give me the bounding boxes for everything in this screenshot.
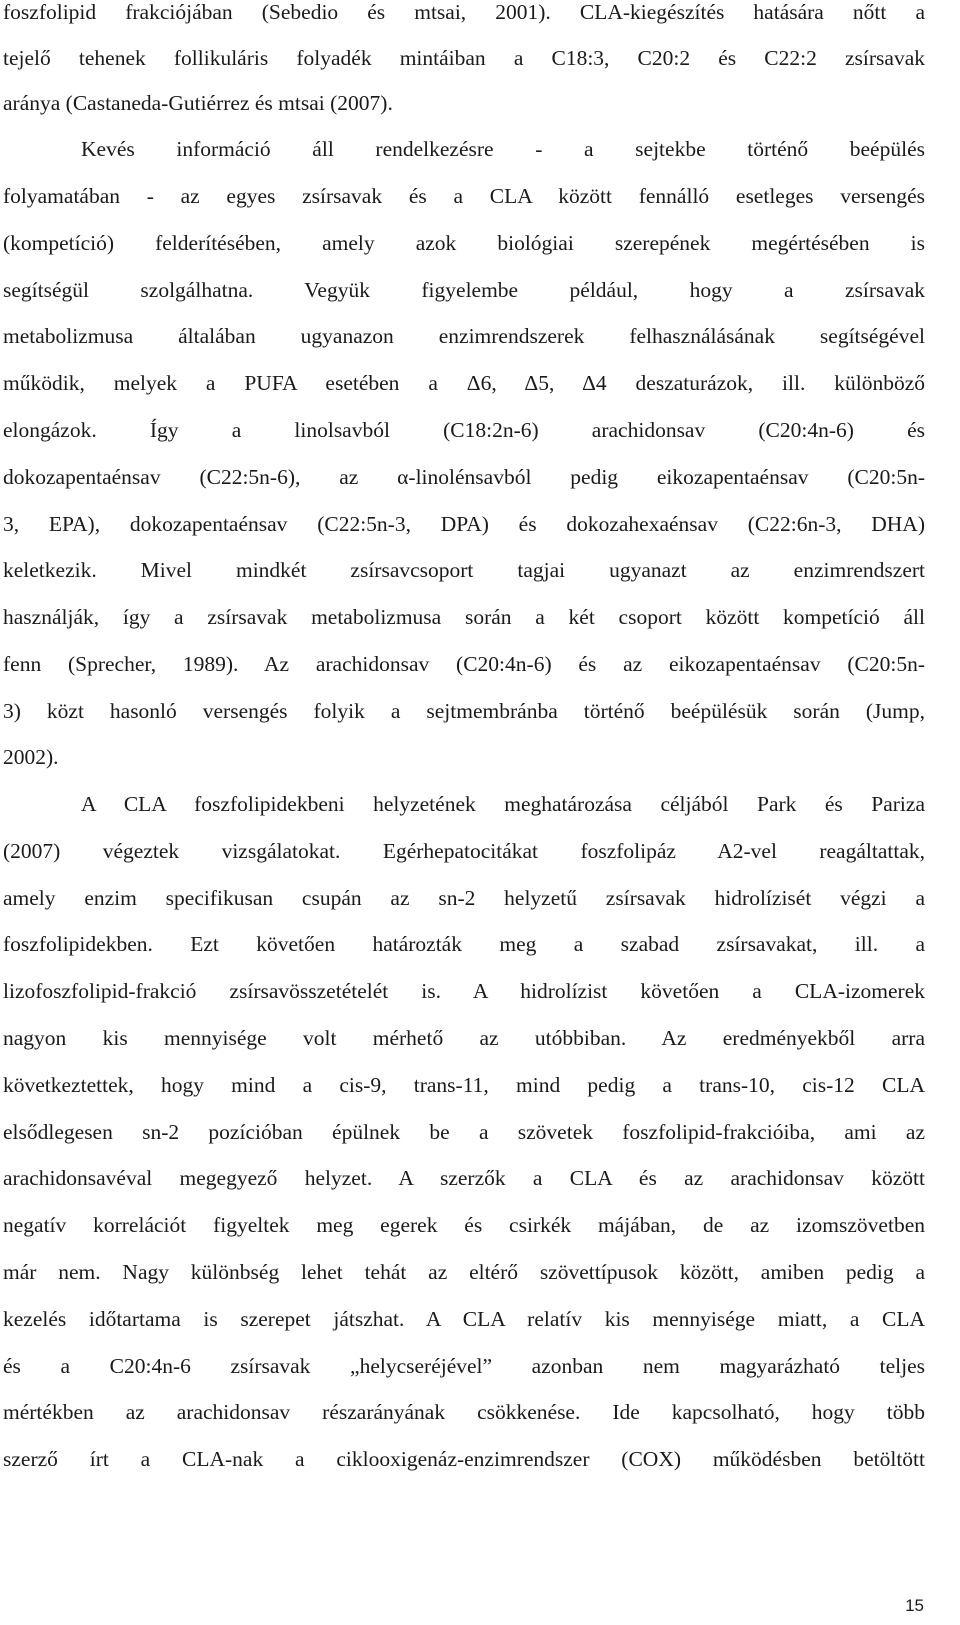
text-line: kezelés időtartama is szerepet játszhat. A CLA relatív kis mennyisége miatt, a CLA	[3, 1307, 925, 1331]
text-line: következtettek, hogy mind a cis-9, trans-11, mind pedig a trans-10, cis-12 CLA	[3, 1073, 925, 1097]
page-number: 15	[905, 1596, 924, 1615]
text-line: segítségül szolgálhatna. Vegyük figyelembe például, hogy a zsírsavak	[3, 278, 925, 302]
text-line: keletkezik. Mivel mindkét zsírsavcsoport tagjai ugyanazt az enzimrendszert	[3, 558, 925, 582]
text-line: dokozapentaénsav (C22:5n-6), az α-linolénsavból pedig eikozapentaénsav (C20:5n-	[3, 465, 925, 489]
text-line: szerző írt a CLA-nak a ciklooxigenáz-enzimrendszer (COX) működésben betöltött	[3, 1447, 925, 1471]
text-line: metabolizmusa általában ugyanazon enzimrendszerek felhasználásának segítségével	[3, 324, 925, 348]
text-line: 3) közt hasonló versengés folyik a sejtmembránba történő beépülésük során (Jump,	[3, 699, 925, 723]
text-line: tejelő tehenek follikuláris folyadék mintáiban a C18:3, C20:2 és C22:2 zsírsavak	[3, 46, 925, 70]
text-line: 2002).	[3, 745, 59, 769]
text-line: működik, melyek a PUFA esetében a Δ6, Δ5, Δ4 deszaturázok, ill. különböző	[3, 371, 925, 395]
text-line: elongázok. Így a linolsavból (C18:2n-6) arachidonsav (C20:4n-6) és	[3, 418, 925, 442]
text-line: (kompetíció) felderítésében, amely azok biológiai szerepének megértésében is	[3, 231, 925, 255]
text-line: fenn (Sprecher, 1989). Az arachidonsav (C20:4n-6) és az eikozapentaénsav (C20:5n-	[3, 652, 925, 676]
text-line: már nem. Nagy különbség lehet tehát az eltérő szövettípusok között, amiben pedig a	[3, 1260, 925, 1284]
text-line: foszfolipidekben. Ezt követően határozták meg a szabad zsírsavakat, ill. a	[3, 932, 925, 956]
text-line: 3, EPA), dokozapentaénsav (C22:5n-3, DPA) és dokozahexaénsav (C22:6n-3, DHA)	[3, 512, 925, 536]
text-line: és a C20:4n-6 zsírsavak „helycseréjével” azonban nem magyarázható teljes	[3, 1354, 925, 1378]
text-line: használják, így a zsírsavak metabolizmusa során a két csoport között kompetíció áll	[3, 605, 925, 629]
text-line: aránya (Castaneda-Gutiérrez és mtsai (2007).	[3, 91, 393, 115]
text-line: arachidonsavéval megegyező helyzet. A szerzők a CLA és az arachidonsav között	[3, 1166, 925, 1190]
text-line: elsődlegesen sn-2 pozícióban épülnek be a szövetek foszfolipid-frakcióiba, ami az	[3, 1120, 925, 1144]
text-line: (2007) végeztek vizsgálatokat. Egérhepatocitákat foszfolipáz A2-vel reagáltattak,	[3, 839, 925, 863]
text-line: lizofoszfolipid-frakció zsírsavösszetételét is. A hidrolízist követően a CLA-izomerek	[3, 979, 925, 1003]
text-line: nagyon kis mennyisége volt mérhető az utóbbiban. Az eredményekből arra	[3, 1026, 925, 1050]
text-line: mértékben az arachidonsav részarányának csökkenése. Ide kapcsolható, hogy több	[3, 1400, 925, 1424]
text-line: negatív korrelációt figyeltek meg egerek és csirkék májában, de az izomszövetben	[3, 1213, 925, 1237]
text-line: A CLA foszfolipidekbeni helyzetének meghatározása céljából Park és Pariza	[81, 792, 925, 816]
text-line: amely enzim specifikusan csupán az sn-2 helyzetű zsírsavak hidrolízisét végzi a	[3, 886, 925, 910]
text-line: Kevés információ áll rendelkezésre - a sejtekbe történő beépülés	[81, 137, 925, 161]
text-line: folyamatában - az egyes zsírsavak és a CLA között fennálló esetleges versengés	[3, 184, 925, 208]
text-line: foszfolipid frakciójában (Sebedio és mtsai, 2001). CLA-kiegészítés hatására nőtt a	[3, 0, 925, 24]
